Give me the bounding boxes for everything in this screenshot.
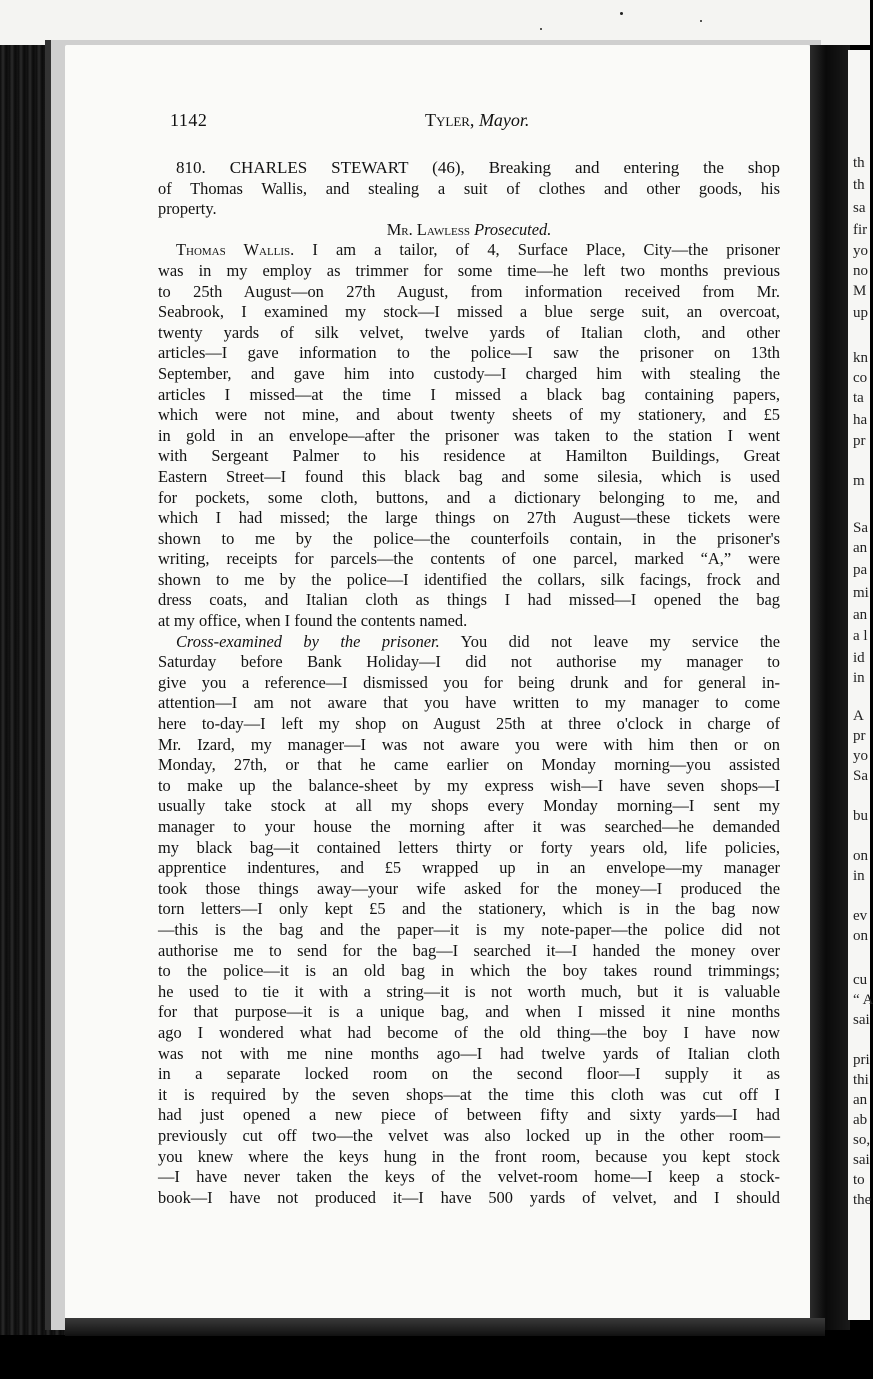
facing-page-text: sa bbox=[853, 200, 866, 216]
facing-page-text: cu bbox=[853, 972, 868, 988]
text-line: which were not mine, and about twenty sheets of my stationery, and £5 bbox=[158, 405, 780, 425]
text-line: manager to your house the morning after it was searched—he demanded bbox=[158, 817, 780, 836]
facing-page-text: pr bbox=[853, 433, 866, 449]
text-line: shown to me by the police—the counterfoils contain, in the prisoner's bbox=[158, 528, 780, 548]
page-body bbox=[158, 158, 780, 1208]
prosecutor-name: Mr. Lawless bbox=[386, 219, 470, 239]
defendant-age: (46), bbox=[432, 158, 465, 177]
facing-page-text: kn bbox=[853, 350, 868, 366]
text-line: Saturday before Bank Holiday—I did not authorise my manager to bbox=[158, 652, 780, 672]
facing-page-text: m bbox=[853, 473, 865, 489]
text-line: articles—I gave information to the police—I saw the prisoner on 13th bbox=[158, 343, 780, 363]
charge-text: Breaking and entering the shop bbox=[488, 158, 781, 177]
facing-page-text: sai bbox=[853, 1012, 870, 1028]
facing-page-text: an bbox=[853, 1092, 868, 1108]
facing-page-text: A bbox=[853, 708, 864, 724]
running-header bbox=[170, 110, 770, 134]
facing-page-fragment bbox=[848, 50, 873, 1320]
text-line: in gold in an envelope—after the prisoner was taken to the station I went bbox=[158, 425, 780, 445]
page-number: 1142 bbox=[170, 110, 208, 130]
text-line: was not with me nine months ago—I had twelve yards of Italian cloth bbox=[158, 1043, 780, 1063]
running-title bbox=[425, 110, 529, 131]
prosecution-note bbox=[158, 220, 780, 241]
dust-speck bbox=[540, 28, 542, 30]
text-line: you knew where the keys hung in the front room, because you kept stock bbox=[158, 1146, 780, 1166]
text-line: Monday, 27th, or that he came earlier on Monday morning—you assisted bbox=[158, 755, 780, 775]
facing-page-text: mi bbox=[853, 585, 869, 601]
facing-page-text: to bbox=[853, 1172, 865, 1188]
facing-page-text: ha bbox=[853, 412, 868, 428]
text-line: shown to me by the police—I identified the collars, silk facings, frock and bbox=[158, 569, 780, 589]
text-line: twenty yards of silk velvet, twelve yards of Italian cloth, and other bbox=[158, 322, 780, 342]
cross-exam-first-line bbox=[158, 632, 780, 653]
text-line: torn letters—I only kept £5 and the stationery, which is in the bag now bbox=[158, 899, 780, 919]
dust-speck bbox=[700, 20, 702, 22]
page-bottom-edge bbox=[65, 1318, 825, 1336]
dust-speck bbox=[620, 12, 623, 15]
testimony-text: I am a tailor, of 4, Surface Place, City—the prisoner bbox=[312, 240, 780, 260]
text-line: took those things away—your wife asked for the money—I produced the bbox=[158, 878, 780, 898]
case-number: 810. bbox=[176, 158, 206, 177]
text-line: Mr. Izard, my manager—I was not aware you were with him then or on bbox=[158, 734, 780, 754]
facing-page-text: thi bbox=[853, 1072, 869, 1088]
text-line: ago I wondered what had become of the old thing—the boy I have now bbox=[158, 1022, 780, 1042]
text-line: apprentice indentures, and £5 wrapped up in an envelope—my manager bbox=[158, 858, 780, 878]
text-line: Eastern Street—I found this black bag and some silesia, which is used bbox=[158, 466, 780, 486]
facing-page-text: yo bbox=[853, 243, 868, 259]
charge-line: property. bbox=[158, 199, 217, 219]
running-title-name: Tyler, bbox=[425, 110, 475, 130]
text-line: authorise me to send for the bag—I searched it—I handed the money over bbox=[158, 940, 780, 960]
facing-page-text: sai bbox=[853, 1152, 870, 1168]
text-line: in a separate locked room on the second floor—I supply it as bbox=[158, 1064, 780, 1084]
facing-page-text: the bbox=[853, 1192, 872, 1208]
witness-name: Thomas Wallis. bbox=[176, 240, 295, 260]
text-line: to the police—it is an old bag in which the boy takes round trimmings; bbox=[158, 961, 780, 981]
text-line: he used to tie it with a string—it is not worth much, but it is valuable bbox=[158, 981, 780, 1001]
text-line: articles I missed—at the time I missed a black bag containing papers, bbox=[158, 384, 780, 404]
cross-exam-testimony bbox=[158, 652, 780, 1208]
testimony-text: You did not leave my service the bbox=[460, 631, 780, 651]
text-line: Seabrook, I examined my stock—I missed a blue serge suit, an overcoat, bbox=[158, 302, 780, 322]
facing-page-text: ta bbox=[853, 390, 864, 406]
text-line: it is required by the seven shops—at the time this cloth was cut off I bbox=[158, 1084, 780, 1104]
text-line: book—I have not produced it—I have 500 yards of velvet, and I should bbox=[158, 1187, 780, 1207]
facing-page-text: an bbox=[853, 607, 868, 623]
facing-page-text: in bbox=[853, 670, 865, 686]
text-line: for pockets, some cloth, buttons, and a dictionary belonging to me, and bbox=[158, 487, 780, 507]
text-line: usually take stock at all my shops every Monday morning—I sent my bbox=[158, 796, 780, 816]
witness-testimony bbox=[158, 261, 780, 632]
facing-page-text: fir bbox=[853, 222, 868, 238]
facing-page-text: so, bbox=[853, 1132, 871, 1148]
text-line: give you a reference—I dismissed you for being drunk and for general in- bbox=[158, 672, 780, 692]
facing-page-text: up bbox=[853, 305, 868, 321]
text-line: —I have never taken the keys of the velvet-room home—I keep a stock- bbox=[158, 1167, 780, 1187]
defendant-name: CHARLES STEWART bbox=[229, 158, 409, 177]
text-line: to make up the balance-sheet by my express wish—I have seven shops—I bbox=[158, 775, 780, 795]
facing-page-text: a l bbox=[853, 628, 868, 644]
facing-page-text: ev bbox=[853, 908, 868, 924]
facing-page-text: th bbox=[853, 155, 865, 171]
text-line: to 25th August—on 27th August, from information received from Mr. bbox=[158, 281, 780, 301]
text-line: previously cut off two—the velvet was also locked up in the other room— bbox=[158, 1125, 780, 1145]
running-title-role: Mayor. bbox=[478, 110, 530, 130]
facing-page-text: pa bbox=[853, 562, 868, 578]
facing-page-text: an bbox=[853, 540, 868, 556]
witness-first-line bbox=[158, 240, 780, 261]
facing-page-text: M bbox=[853, 283, 867, 299]
facing-page-text: th bbox=[853, 177, 865, 193]
cross-exam-label: Cross-examined by the prisoner. bbox=[176, 631, 440, 651]
text-line: at my office, when I found the contents named. bbox=[158, 611, 468, 631]
facing-page-text: on bbox=[853, 928, 868, 944]
facing-page-text: ab bbox=[853, 1112, 868, 1128]
text-line: dress coats, and Italian cloth as things I had missed—I opened the bag bbox=[158, 590, 780, 610]
text-line: —this is the bag and the paper—it is my note-paper—the police did not bbox=[158, 919, 780, 939]
case-heading bbox=[158, 158, 780, 179]
text-line: here to-day—I left my shop on August 25th at three o'clock in charge of bbox=[158, 714, 780, 734]
facing-page-text: “ A bbox=[853, 992, 873, 1008]
text-line: attention—I am not aware that you have written to my manager to come bbox=[158, 693, 780, 713]
facing-page-text: pr bbox=[853, 728, 866, 744]
facing-page-text: no bbox=[853, 263, 868, 279]
charge-line: of Thomas Wallis, and stealing a suit of clothes and other goods, his bbox=[158, 178, 780, 198]
text-line: my black bag—it contained letters thirty or forty years old, life policies, bbox=[158, 837, 780, 857]
facing-page-text: Sa bbox=[853, 520, 868, 536]
text-line: had just opened a new piece of between fifty and sixty yards—I had bbox=[158, 1105, 780, 1125]
facing-page-text: co bbox=[853, 370, 868, 386]
text-line: writing, receipts for parcels—the contents of one parcel, marked “A,” were bbox=[158, 549, 780, 569]
text-line: September, and gave him into custody—I charged him with stealing the bbox=[158, 363, 780, 383]
book-gutter bbox=[810, 45, 850, 1330]
facing-page-text: yo bbox=[853, 748, 868, 764]
text-line: was in my employ as trimmer for some time—he left two months previous bbox=[158, 260, 780, 280]
text-line: which I had missed; the large things on 27th August—these tickets were bbox=[158, 508, 780, 528]
facing-page-text: Sa bbox=[853, 768, 868, 784]
text-line: with Sergeant Palmer to his residence at Hamilton Buildings, Great bbox=[158, 446, 780, 466]
facing-page-text: pri bbox=[853, 1052, 870, 1068]
facing-page-text: bu bbox=[853, 808, 868, 824]
facing-page-text: in bbox=[853, 868, 865, 884]
prosecution-role: Prosecuted. bbox=[474, 219, 552, 239]
facing-page-text: on bbox=[853, 848, 868, 864]
facing-page-text: id bbox=[853, 650, 865, 666]
text-line: for that purpose—it is a unique bag, and when I missed it nine months bbox=[158, 1002, 780, 1022]
scan-top-margin bbox=[0, 0, 870, 45]
